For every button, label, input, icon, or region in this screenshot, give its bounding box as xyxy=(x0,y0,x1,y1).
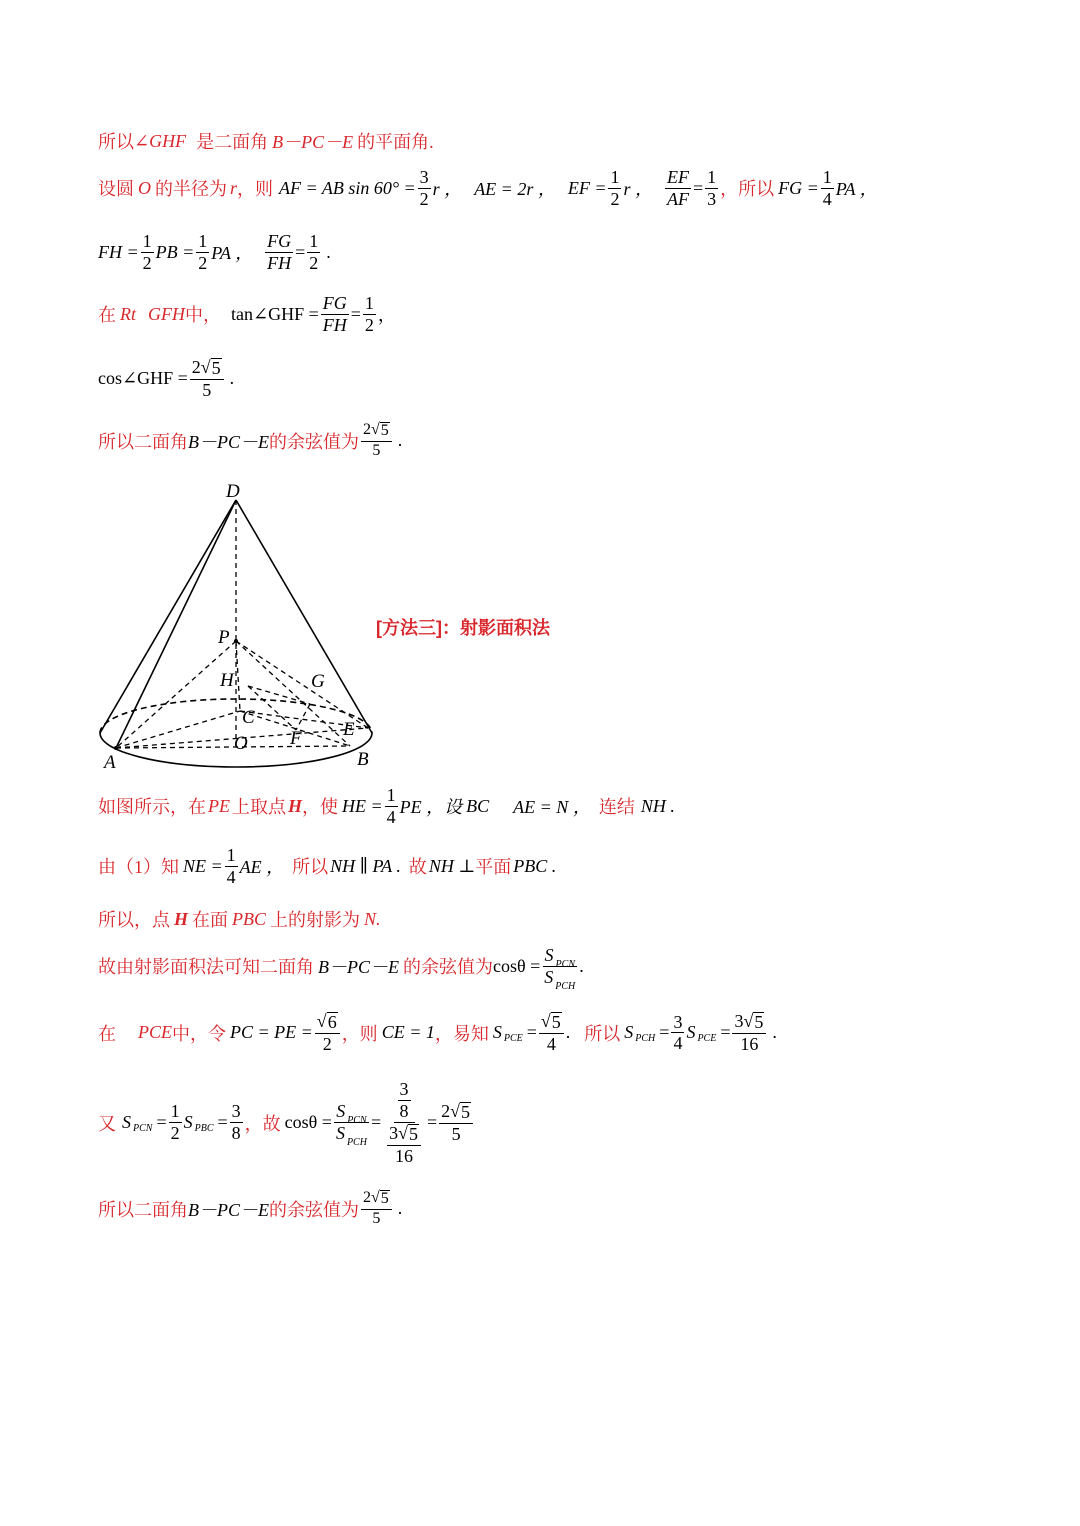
circle-o: O xyxy=(138,177,151,198)
fraction xyxy=(665,168,691,209)
coefficient: 2 xyxy=(363,1189,371,1206)
text: 中，令 xyxy=(172,1023,226,1044)
edge-pe xyxy=(236,641,368,728)
sqrt: √ 5 xyxy=(743,1011,764,1032)
subscript: PCN xyxy=(555,959,575,970)
fraction xyxy=(141,232,154,273)
numerator: 1 xyxy=(226,845,236,865)
formula: NH . xyxy=(640,795,675,816)
fraction xyxy=(315,1012,340,1054)
subscript: PCH xyxy=(346,1137,367,1149)
edge-gf xyxy=(296,704,310,730)
fraction xyxy=(542,945,577,992)
label-e: E xyxy=(343,719,355,740)
label-o: O xyxy=(234,733,248,754)
sqrt: √ 5 xyxy=(540,1011,561,1032)
line-11 xyxy=(98,1012,777,1054)
denominator: 2 xyxy=(364,314,374,335)
line-4 xyxy=(98,294,396,335)
dihedral: B－PC－E xyxy=(188,1199,269,1220)
coefficient: 2 xyxy=(441,1100,451,1121)
text: 所以二面角 xyxy=(98,1199,188,1220)
fraction xyxy=(169,1102,182,1143)
edge-hf xyxy=(248,686,296,730)
label-d: D xyxy=(226,481,240,502)
s-symbol: S xyxy=(686,1022,696,1043)
formula: HE = xyxy=(342,795,383,816)
dihedral: B－PC－E xyxy=(188,431,269,452)
denominator: 5 xyxy=(372,441,381,459)
formula: PA ， xyxy=(211,243,254,264)
subscript: PCE xyxy=(697,1033,717,1045)
text: 又 xyxy=(98,1113,116,1134)
radicand: 5 xyxy=(380,1190,389,1207)
denominator: 2 xyxy=(610,188,620,209)
numerator: 1 xyxy=(610,167,620,187)
point-p xyxy=(234,639,238,643)
formula: = xyxy=(693,177,704,198)
fraction xyxy=(539,1012,564,1054)
formula: . xyxy=(772,1022,777,1043)
denominator: 16 xyxy=(740,1033,759,1054)
sqrt: √ 5 xyxy=(200,357,221,378)
point-a xyxy=(114,746,118,750)
line-7 xyxy=(98,786,675,827)
formula: CE = 1 xyxy=(381,1022,435,1043)
label-a: A xyxy=(104,752,116,773)
text: ，故 xyxy=(244,1113,281,1134)
denominator: 2 xyxy=(170,1123,180,1144)
numerator: 1 xyxy=(386,785,396,805)
text: ，所以 xyxy=(720,179,775,200)
formula: FH = xyxy=(98,241,139,262)
denominator: FH xyxy=(322,314,347,335)
denominator: 5 xyxy=(202,379,212,400)
fraction xyxy=(334,1101,369,1149)
text: PE xyxy=(208,795,230,816)
s-symbol: S xyxy=(122,1112,131,1133)
formula: PBC . xyxy=(513,855,557,876)
text: 在 xyxy=(98,1023,116,1044)
numerator xyxy=(190,358,224,380)
formula: EF = xyxy=(567,177,607,198)
text: 设圆 xyxy=(98,179,134,200)
line-13 xyxy=(98,1190,402,1228)
line-5 xyxy=(98,358,234,400)
formula: r ， xyxy=(432,179,463,200)
formula: tan∠GHF = xyxy=(231,303,319,324)
radicand: 5 xyxy=(461,1101,471,1122)
cone-figure xyxy=(90,476,390,776)
edge-ac xyxy=(116,711,240,748)
numerator: 1 xyxy=(309,231,319,251)
numerator xyxy=(361,1190,392,1210)
numerator: 1 xyxy=(822,167,832,187)
label-b: B xyxy=(357,749,369,770)
line-9 xyxy=(98,906,381,932)
denominator: 16 xyxy=(395,1145,414,1166)
fraction xyxy=(230,1102,243,1143)
denominator: 3 xyxy=(707,188,717,209)
s-symbol: S xyxy=(492,1022,502,1043)
text: 中， xyxy=(185,305,221,326)
denominator: AF xyxy=(667,188,689,209)
text: 所以二面角 xyxy=(98,431,188,452)
denominator: 2 xyxy=(419,188,429,209)
formula: AE = N ， xyxy=(513,797,591,818)
numerator: 1 xyxy=(170,1101,180,1122)
text: 连结 xyxy=(598,797,635,818)
text: 是二面角 xyxy=(196,132,269,152)
denominator: 4 xyxy=(673,1033,683,1054)
text: . xyxy=(397,1198,403,1219)
denominator xyxy=(334,1123,369,1149)
line-3 xyxy=(98,232,331,273)
text: . xyxy=(397,430,403,451)
fraction xyxy=(225,846,238,887)
numerator xyxy=(543,945,577,970)
subscript: PCN xyxy=(347,1115,367,1127)
subscript: PBC xyxy=(194,1123,214,1135)
text: PBC xyxy=(232,908,267,929)
radicand: 5 xyxy=(408,1123,418,1144)
formula: AF = AB sin 60° = xyxy=(279,177,416,198)
fraction xyxy=(821,168,834,209)
dihedral: B－PC－E xyxy=(318,957,399,978)
sqrt: √ 5 xyxy=(371,1189,389,1207)
formula: = xyxy=(659,1022,670,1043)
denominator: 5 xyxy=(372,1209,381,1227)
edge-ab xyxy=(116,746,350,748)
subscript: PCH xyxy=(555,980,576,992)
sqrt: √ 5 xyxy=(450,1100,471,1122)
numerator: 3 xyxy=(419,167,429,187)
fraction xyxy=(608,168,621,209)
subscript: PCE xyxy=(503,1033,523,1045)
fraction xyxy=(387,1124,421,1166)
formula: = xyxy=(426,1112,438,1133)
fraction xyxy=(418,168,431,209)
radicand: 5 xyxy=(551,1012,561,1032)
fraction xyxy=(398,1080,411,1121)
formula: cosθ = xyxy=(493,955,541,976)
text: PCE xyxy=(138,1022,172,1043)
numerator: 3 xyxy=(399,1079,409,1099)
formula: = xyxy=(350,303,361,324)
text: Rt xyxy=(120,303,136,324)
text: ，使 xyxy=(302,797,339,818)
text: 平面 xyxy=(475,857,512,878)
formula: cos∠GHF = xyxy=(98,368,188,389)
denominator: 4 xyxy=(226,866,236,887)
numerator: 1 xyxy=(707,167,717,187)
denominator: 8 xyxy=(231,1123,241,1144)
formula: BC xyxy=(466,795,490,816)
text: 的余弦值为 xyxy=(269,1199,359,1220)
formula: . xyxy=(229,368,235,389)
angle-ghf: ∠GHF xyxy=(134,130,187,151)
numerator: 1 xyxy=(364,293,374,313)
text: 在 xyxy=(98,305,116,326)
s-symbol: S xyxy=(544,945,554,965)
coefficient: 3 xyxy=(734,1011,744,1031)
sqrt: √ 6 xyxy=(316,1011,337,1032)
formula: AE = 2r ， xyxy=(474,179,556,200)
text: ，则 xyxy=(237,179,274,200)
text: 故 xyxy=(408,857,427,878)
text: 所以 xyxy=(292,857,329,878)
formula: PC = PE = xyxy=(230,1022,313,1043)
method-heading: [方法三]：射影面积法 xyxy=(376,618,550,638)
fraction xyxy=(705,168,718,209)
text: GFH xyxy=(148,303,185,324)
fraction xyxy=(265,232,293,273)
label-c: C xyxy=(242,707,255,728)
edge-d-right xyxy=(236,500,372,733)
text: 由（1）知 xyxy=(98,857,179,878)
formula: r ， xyxy=(623,179,653,200)
formula: NH ⊥ xyxy=(428,855,476,876)
coefficient: 2 xyxy=(363,421,371,438)
numerator xyxy=(439,1102,473,1124)
edge-d-left xyxy=(100,500,236,733)
radicand: 6 xyxy=(327,1012,337,1032)
line-6 xyxy=(98,422,402,460)
numerator: 3 xyxy=(673,1011,683,1032)
s-symbol: S xyxy=(336,1101,346,1122)
formula: = xyxy=(526,1022,537,1043)
formula: PA ， xyxy=(835,179,878,200)
denominator: 4 xyxy=(822,188,832,209)
formula: cosθ = xyxy=(284,1112,332,1133)
formula: . xyxy=(565,1022,571,1043)
s-symbol: S xyxy=(544,966,554,987)
formula: ， xyxy=(377,305,396,326)
text: 如图所示，在 xyxy=(98,797,206,818)
fraction xyxy=(385,786,398,827)
subscript: PCN xyxy=(133,1123,153,1135)
fraction xyxy=(671,1013,684,1054)
sqrt: √ 5 xyxy=(371,421,389,439)
formula: NH ∥ PA . xyxy=(330,855,401,876)
denominator: 8 xyxy=(399,1100,409,1121)
numerator xyxy=(732,1012,766,1034)
edge-pa xyxy=(116,641,236,748)
formula: = xyxy=(720,1022,731,1043)
fraction xyxy=(190,358,224,400)
text: 的半径为 xyxy=(155,179,227,200)
edge-da xyxy=(116,500,236,748)
line-8 xyxy=(98,846,556,887)
numerator xyxy=(361,422,392,442)
denominator: 2 xyxy=(198,252,208,273)
radius-r: r xyxy=(230,177,238,198)
numerator: FG xyxy=(322,293,347,313)
denominator: 4 xyxy=(546,1033,556,1054)
text: 的余弦值为 xyxy=(269,431,359,452)
complex-fraction xyxy=(383,1080,425,1166)
s-symbol: S xyxy=(183,1112,193,1133)
text: H xyxy=(174,908,189,929)
numerator xyxy=(387,1124,421,1146)
numerator: 1 xyxy=(142,231,152,251)
radicand: 5 xyxy=(211,358,221,378)
denominator: 2 xyxy=(142,252,152,273)
fraction xyxy=(363,294,376,335)
fraction xyxy=(361,1190,392,1228)
line-1 xyxy=(98,128,434,154)
denominator: 2 xyxy=(322,1033,332,1054)
formula: FG = xyxy=(778,177,819,198)
formula: PE ，设 xyxy=(399,797,463,818)
radicand: 5 xyxy=(380,422,389,439)
radicand: 5 xyxy=(754,1012,764,1032)
label-f: F xyxy=(290,728,302,749)
fraction xyxy=(196,232,209,273)
numerator xyxy=(394,1080,415,1123)
denominator xyxy=(383,1123,425,1166)
denominator: 5 xyxy=(451,1123,461,1144)
label-g: G xyxy=(311,671,325,692)
text: 上取点 xyxy=(232,797,286,818)
text: . xyxy=(579,955,584,976)
formula: = xyxy=(295,241,306,262)
s-symbol: S xyxy=(335,1123,345,1144)
text: ，易知 xyxy=(434,1023,489,1044)
fraction xyxy=(307,232,320,273)
formula: = xyxy=(156,1112,167,1133)
fraction xyxy=(732,1012,766,1054)
text: 故由射影面积法可知二面角 xyxy=(98,957,314,978)
denominator: 4 xyxy=(386,806,396,827)
formula: PB = xyxy=(155,241,195,262)
numerator: FG xyxy=(267,231,292,251)
subscript: PCH xyxy=(635,1033,656,1045)
numerator xyxy=(334,1101,368,1127)
text: N. xyxy=(364,908,381,929)
text: 的余弦值为 xyxy=(403,957,493,978)
text: 所以 xyxy=(584,1023,621,1044)
text: H xyxy=(288,795,303,816)
text: 所以 xyxy=(98,132,134,152)
coefficient: 2 xyxy=(191,357,201,377)
dihedral: B－PC－E xyxy=(272,132,354,152)
label-h: H xyxy=(220,670,234,691)
line-2 xyxy=(98,168,878,209)
sqrt: √ 5 xyxy=(398,1122,418,1144)
denominator: FH xyxy=(267,252,292,273)
formula: . xyxy=(326,241,331,262)
line-10 xyxy=(98,945,584,992)
numerator xyxy=(539,1012,564,1034)
formula: = xyxy=(217,1112,228,1133)
formula: NE = xyxy=(183,855,223,876)
fraction xyxy=(439,1102,473,1144)
numerator: 1 xyxy=(198,231,208,251)
numerator xyxy=(315,1012,340,1034)
text: 的平面角. xyxy=(357,132,434,152)
text: 所以，点 xyxy=(98,910,170,930)
numerator: EF xyxy=(667,167,689,187)
fraction xyxy=(361,422,392,460)
text: 在面 xyxy=(192,910,229,930)
denominator: 2 xyxy=(309,252,319,273)
label-p: P xyxy=(218,627,230,648)
formula: = xyxy=(370,1112,382,1133)
s-symbol: S xyxy=(624,1022,634,1043)
text: ，则 xyxy=(341,1023,378,1044)
numerator: 3 xyxy=(231,1101,241,1122)
formula: AE ， xyxy=(239,857,285,878)
line-12 xyxy=(98,1080,475,1166)
text: 上的射影为 xyxy=(270,910,361,930)
fraction xyxy=(321,294,349,335)
coefficient: 3 xyxy=(389,1122,399,1143)
